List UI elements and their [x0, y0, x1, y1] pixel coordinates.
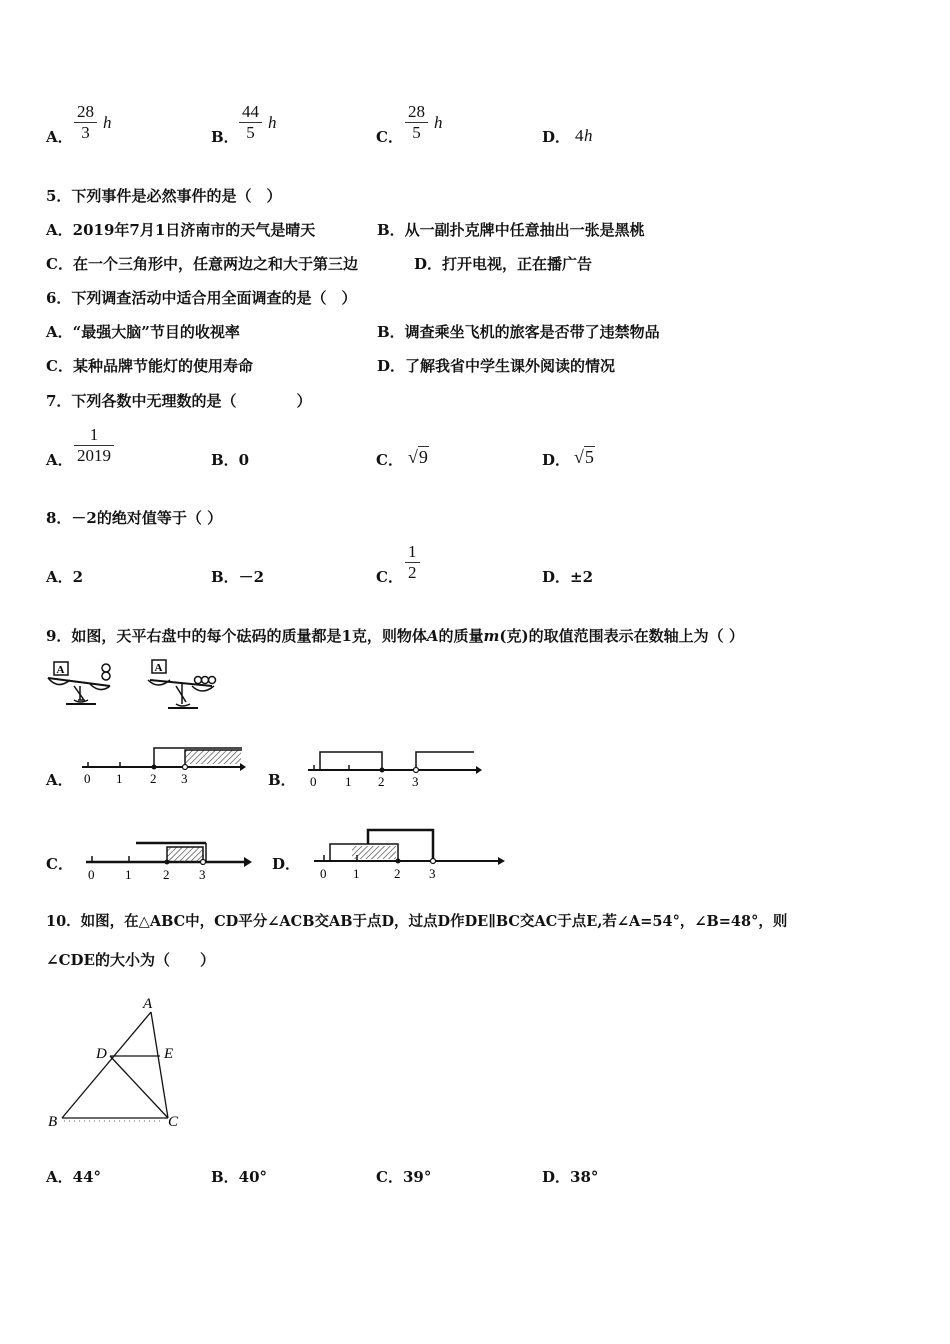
q6-option-a: A．“最强大脑”节目的收视率 — [46, 323, 240, 341]
scale-2-object-label: A — [154, 662, 163, 674]
q5-stem: 5．下列事件是必然事件的是（ ） — [46, 187, 282, 205]
q9-stem-mid: 的质量 — [438, 627, 484, 645]
q4-d-var: h — [584, 126, 593, 145]
q9-stem-post: (克)的取值范围表示在数轴上为（ ） — [499, 627, 744, 645]
tick-1: 1 — [125, 867, 132, 882]
q4-option-d-label: D． — [542, 128, 571, 146]
q7-option-a-label: A． — [46, 451, 73, 469]
q8-stem: 8．－2的绝对值等于（ ） — [46, 509, 223, 527]
q9-numberline-d — [310, 824, 510, 884]
q9-var-a: A — [426, 627, 439, 645]
q9-var-m: m — [483, 627, 500, 645]
q9-numberline-a — [78, 740, 248, 790]
q9-stem — [46, 626, 744, 646]
q7-option-b: B．0 — [211, 451, 250, 469]
q7-option-c-sqrt: √9 — [408, 447, 428, 467]
tick-2: 2 — [378, 774, 385, 789]
q7-a-numerator: 1 — [89, 425, 99, 444]
q4-b-numerator: 44 — [242, 102, 259, 121]
q4-c-numerator: 28 — [408, 102, 425, 121]
balance-scale-1 — [48, 662, 110, 704]
q9-stem-pre: 9．如图，天平右盘中的每个砝码的质量都是1克，则物体 — [46, 627, 427, 645]
q10-stem-line2: ∠CDE的大小为（ ） — [46, 951, 215, 969]
q8-option-a: A．2 — [46, 568, 84, 586]
q6-option-d: D．了解我省中学生课外阅读的情况 — [377, 357, 616, 375]
q9-numberline-c — [82, 834, 254, 884]
tick-2: 2 — [394, 866, 401, 881]
balance-scale-2 — [148, 660, 216, 708]
q7-option-d-sqrt: √5 — [574, 447, 594, 467]
q7-stem: 7．下列各数中无理数的是（ ） — [46, 392, 312, 410]
tick-3: 3 — [429, 866, 436, 881]
q8-option-d: D．±2 — [542, 568, 594, 586]
tick-3: 3 — [412, 774, 419, 789]
q4-a-denominator: 3 — [74, 122, 97, 143]
q10-triangle-figure — [44, 990, 214, 1135]
q7-c-radicand: 9 — [418, 447, 428, 467]
vertex-e: E — [164, 1046, 174, 1062]
q7-option-a-fraction — [74, 425, 114, 466]
tick-2: 2 — [150, 771, 157, 786]
tick-2: 2 — [163, 867, 170, 882]
q4-a-numerator: 28 — [77, 102, 94, 121]
q4-option-a-label: A． — [46, 128, 73, 146]
q9-numberline-b — [304, 744, 486, 790]
q4-b-denominator: 5 — [239, 122, 262, 143]
q5-option-b: B．从一副扑克牌中任意抽出一张是黑桃 — [377, 221, 645, 239]
q4-option-c-fraction — [405, 102, 428, 143]
tick-0: 0 — [320, 866, 327, 881]
q9-option-a-label: A． — [46, 771, 73, 789]
tick-3: 3 — [181, 771, 188, 786]
vertex-b: B — [48, 1114, 58, 1130]
q4-option-a-fraction — [74, 102, 97, 143]
q9-option-d-label: D． — [272, 855, 301, 873]
vertex-c: C — [168, 1114, 179, 1130]
q6-stem: 6．下列调查活动中适合用全面调查的是（ ） — [46, 289, 357, 307]
q5-option-d: D．打开电视，正在播广告 — [414, 255, 593, 273]
q4-option-b-fraction — [239, 102, 262, 143]
q4-c-var: h — [434, 113, 443, 132]
q9-balance-figure — [44, 656, 224, 716]
q6-option-b: B．调查乘坐飞机的旅客是否带了违禁物品 — [377, 323, 660, 341]
q4-option-b-label: B． — [211, 128, 239, 146]
q8-option-c-fraction — [405, 542, 420, 583]
q8-option-b: B．－2 — [211, 568, 265, 586]
vertex-d: D — [96, 1046, 107, 1062]
tick-0: 0 — [88, 867, 95, 882]
q4-c-denominator: 5 — [405, 122, 428, 143]
q4-a-var: h — [103, 113, 112, 132]
q10-stem-line1: 10．如图，在△ABC中，CD平分∠ACB交AB于点D，过点D作DE∥BC交AC于点E,若∠A=54°，∠B=48°，则 — [46, 913, 788, 930]
scale-1-object-label: A — [56, 664, 65, 676]
tick-0: 0 — [310, 774, 317, 789]
tick-1: 1 — [345, 774, 352, 789]
q4-option-c-label: C． — [376, 128, 403, 146]
q8-c-denominator: 2 — [405, 562, 420, 583]
q9-option-c-label: C． — [46, 855, 73, 873]
q7-d-radicand: 5 — [584, 447, 594, 467]
q4-d-value: 4 — [575, 126, 584, 145]
q6-option-c: C．某种品牌节能灯的使用寿命 — [46, 357, 253, 375]
tick-1: 1 — [353, 866, 360, 881]
q8-c-numerator: 1 — [408, 542, 417, 561]
q4-b-var: h — [268, 113, 277, 132]
q10-option-c: C．39° — [376, 1168, 432, 1186]
q9-option-b-label: B． — [268, 771, 296, 789]
q10-option-d: D．38° — [542, 1168, 599, 1186]
q5-option-c: C．在一个三角形中，任意两边之和大于第三边 — [46, 255, 358, 273]
tick-0: 0 — [84, 771, 91, 786]
q10-option-a: A．44° — [46, 1168, 102, 1186]
q7-option-c-label: C． — [376, 451, 403, 469]
vertex-a: A — [143, 996, 153, 1012]
q8-option-c-label: C． — [376, 568, 403, 586]
tick-3: 3 — [199, 867, 206, 882]
q7-option-d-label: D． — [542, 451, 571, 469]
q7-a-denominator: 2019 — [74, 445, 114, 466]
q5-option-a: A．2019年7月1日济南市的天气是晴天 — [46, 221, 316, 239]
tick-1: 1 — [116, 771, 123, 786]
q10-option-b: B．40° — [211, 1168, 268, 1186]
